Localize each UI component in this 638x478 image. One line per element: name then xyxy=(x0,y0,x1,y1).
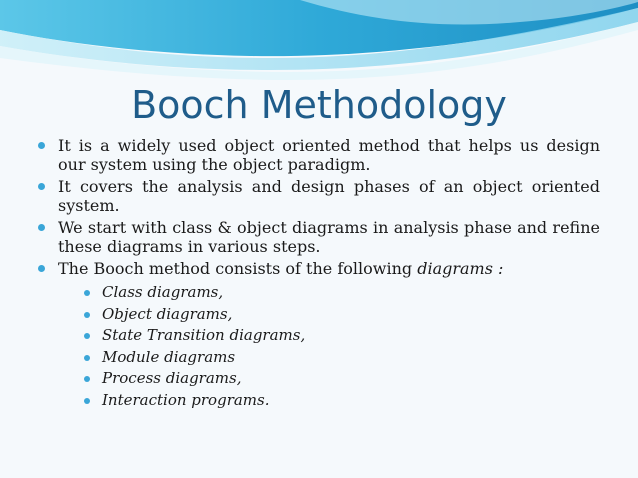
bullet-dot-icon xyxy=(38,224,45,231)
list-item xyxy=(58,368,600,390)
bullet-dot-icon xyxy=(84,398,90,404)
header-wave-decoration xyxy=(0,0,638,90)
list-item xyxy=(38,136,600,174)
bullet-text: It covers the analysis and design phases of an object oriented system. xyxy=(58,177,600,215)
bullet-dot-icon xyxy=(38,183,45,190)
bullet-dot-icon xyxy=(84,290,90,296)
list-item xyxy=(58,390,600,412)
diagram-name: Object diagrams, xyxy=(102,304,233,323)
bullet-dot-icon xyxy=(84,333,90,339)
bullet-dot-icon xyxy=(84,376,90,382)
bullet-text: We start with class & object diagrams in analysis phase and refine these diagrams in various steps. xyxy=(58,218,600,256)
diagram-name: Interaction programs. xyxy=(102,390,270,409)
bullet-emphasis: diagrams : xyxy=(417,259,504,278)
list-item xyxy=(38,218,600,256)
bullet-text: It is a widely used object oriented method that helps us design our system using the object paradigm. xyxy=(58,136,600,174)
slide-body xyxy=(38,136,600,414)
list-item xyxy=(58,282,600,304)
bullet-text: The Booch method consists of the following xyxy=(58,259,418,278)
bullet-dot-icon xyxy=(38,142,45,149)
list-item xyxy=(58,304,600,326)
diagram-name: Process diagrams, xyxy=(102,369,242,387)
list-item xyxy=(38,259,600,411)
diagram-name: Module diagrams xyxy=(102,347,236,366)
list-item xyxy=(38,177,600,215)
bullet-dot-icon xyxy=(38,265,45,272)
bullet-list xyxy=(38,136,600,411)
list-item xyxy=(58,325,600,347)
bullet-dot-icon xyxy=(84,312,90,318)
slide-title: Booch Methodology xyxy=(131,83,507,127)
diagram-name: State Transition diagrams, xyxy=(102,326,306,344)
bullet-dot-icon xyxy=(84,355,90,361)
diagram-sub-list xyxy=(58,282,600,411)
diagram-name: Class diagrams, xyxy=(102,283,224,301)
list-item xyxy=(58,347,600,369)
